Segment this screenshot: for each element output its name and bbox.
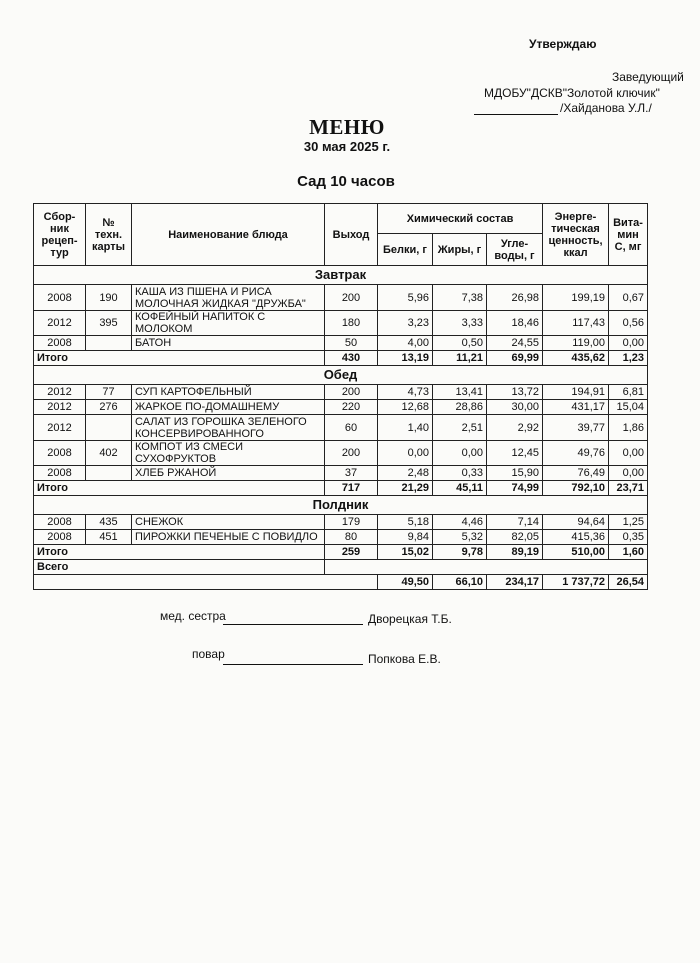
output-cell: 60 [325,415,378,441]
grand-total-fat: 66,10 [433,575,487,590]
grand-total-protein: 49,50 [378,575,433,590]
energy-cell: 117,43 [543,311,609,336]
section-total-row [34,545,648,560]
total-output: 717 [325,481,378,496]
output-cell: 180 [325,311,378,336]
header-collection: Сбор-ник рецеп-тур [34,204,86,266]
carbs-cell: 7,14 [487,515,543,530]
dish-cell: ПИРОЖКИ ПЕЧЕНЫЕ С ПОВИДЛО [132,530,325,545]
fat-cell: 4,46 [433,515,487,530]
fat-cell: 0,50 [433,336,487,351]
dish-cell: КОФЕЙНЫЙ НАПИТОК С МОЛОКОМ [132,311,325,336]
dish-cell: СУП КАРТОФЕЛЬНЫЙ [132,385,325,400]
header-tech-card: № техн. карты [86,204,132,266]
table-row [34,400,648,415]
total-fat: 11,21 [433,351,487,366]
tech-card-cell [86,336,132,351]
header-chem: Химический состав [378,204,543,234]
tech-card-cell: 276 [86,400,132,415]
dish-cell: КАША ИЗ ПШЕНА И РИСА МОЛОЧНАЯ ЖИДКАЯ "ДРУЖБА" [132,285,325,311]
total-protein: 15,02 [378,545,433,560]
energy-cell: 39,77 [543,415,609,441]
head-position: Заведующий [612,70,684,84]
carbs-cell: 12,45 [487,441,543,466]
fat-cell: 13,41 [433,385,487,400]
table-row [34,336,648,351]
grand-total-carbs: 234,17 [487,575,543,590]
protein-cell: 12,68 [378,400,433,415]
table-row [34,441,648,466]
section-title: Завтрак [34,266,648,285]
header-carbs: Угле-воды, г [487,234,543,266]
dish-cell: ЖАРКОЕ ПО-ДОМАШНЕМУ [132,400,325,415]
menu-body [34,266,648,590]
total-output: 430 [325,351,378,366]
total-label: Итого [34,545,325,560]
collection-cell: 2012 [34,415,86,441]
tech-card-cell: 435 [86,515,132,530]
table-row [34,515,648,530]
tech-card-cell: 402 [86,441,132,466]
collection-cell: 2008 [34,285,86,311]
protein-cell: 4,00 [378,336,433,351]
energy-cell: 119,00 [543,336,609,351]
vitamin-cell: 1,25 [609,515,648,530]
section-title: Обед [34,366,648,385]
fat-cell: 0,00 [433,441,487,466]
output-cell: 220 [325,400,378,415]
protein-cell: 0,00 [378,441,433,466]
fat-cell: 28,86 [433,400,487,415]
collection-cell: 2012 [34,400,86,415]
table-row [34,311,648,336]
total-carbs: 69,99 [487,351,543,366]
carbs-cell: 13,72 [487,385,543,400]
section-title: Полдник [34,496,648,515]
total-protein: 21,29 [378,481,433,496]
section-total-row [34,351,648,366]
total-carbs: 89,19 [487,545,543,560]
carbs-cell: 18,46 [487,311,543,336]
carbs-cell: 2,92 [487,415,543,441]
header-protein: Белки, г [378,234,433,266]
total-fat: 9,78 [433,545,487,560]
header-vitamin: Вита-мин С, мг [609,204,648,266]
protein-cell: 1,40 [378,415,433,441]
energy-cell: 431,17 [543,400,609,415]
vitamin-cell: 6,81 [609,385,648,400]
approval-label: Утверждаю [529,37,597,51]
energy-cell: 415,36 [543,530,609,545]
table-row [34,466,648,481]
total-energy: 510,00 [543,545,609,560]
output-cell: 200 [325,385,378,400]
carbs-cell: 26,98 [487,285,543,311]
output-cell: 200 [325,441,378,466]
cook-signature-line [223,664,363,665]
tech-card-cell [86,415,132,441]
dish-cell: КОМПОТ ИЗ СМЕСИ СУХОФРУКТОВ [132,441,325,466]
nurse-label: мед. сестра [160,609,226,623]
output-cell: 37 [325,466,378,481]
table-row [34,415,648,441]
energy-cell: 94,64 [543,515,609,530]
carbs-cell: 30,00 [487,400,543,415]
vitamin-cell: 0,35 [609,530,648,545]
cook-name: Попкова Е.В. [368,652,441,666]
fat-cell: 5,32 [433,530,487,545]
section-header-row [34,366,648,385]
total-fat: 45,11 [433,481,487,496]
output-cell: 179 [325,515,378,530]
cook-label: повар [192,647,225,661]
protein-cell: 3,23 [378,311,433,336]
tech-card-cell: 395 [86,311,132,336]
total-protein: 13,19 [378,351,433,366]
vitamin-cell: 0,67 [609,285,648,311]
collection-cell: 2008 [34,466,86,481]
energy-cell: 199,19 [543,285,609,311]
carbs-cell: 15,90 [487,466,543,481]
total-energy: 435,62 [543,351,609,366]
table-row [34,530,648,545]
grand-total-label-row [34,560,648,575]
collection-cell: 2008 [34,530,86,545]
total-output: 259 [325,545,378,560]
menu-date: 30 мая 2025 г. [303,139,391,154]
menu-table [33,203,648,590]
output-cell: 50 [325,336,378,351]
collection-cell: 2012 [34,385,86,400]
nurse-name: Дворецкая Т.Б. [368,612,452,626]
head-name: /Хайданова У.Л./ [560,101,652,115]
protein-cell: 2,48 [378,466,433,481]
collection-cell: 2012 [34,311,86,336]
total-carbs: 74,99 [487,481,543,496]
carbs-cell: 24,55 [487,336,543,351]
output-cell: 200 [325,285,378,311]
tech-card-cell: 190 [86,285,132,311]
fat-cell: 2,51 [433,415,487,441]
dish-cell: БАТОН [132,336,325,351]
protein-cell: 4,73 [378,385,433,400]
dish-cell: САЛАТ ИЗ ГОРОШКА ЗЕЛЕНОГО КОНСЕРВИРОВАННОГО [132,415,325,441]
section-header-row [34,496,648,515]
fat-cell: 7,38 [433,285,487,311]
grand-total-spacer [34,575,378,590]
header-fat: Жиры, г [433,234,487,266]
vitamin-cell: 15,04 [609,400,648,415]
grand-total-vitamin: 26,54 [609,575,648,590]
total-vitamin: 1,60 [609,545,648,560]
protein-cell: 5,96 [378,285,433,311]
grand-total-row [34,575,648,590]
vitamin-cell: 0,56 [609,311,648,336]
page-title: МЕНЮ [309,115,385,139]
protein-cell: 5,18 [378,515,433,530]
table-row [34,385,648,400]
collection-cell: 2008 [34,441,86,466]
fat-cell: 3,33 [433,311,487,336]
energy-cell: 49,76 [543,441,609,466]
total-vitamin: 1,23 [609,351,648,366]
grand-total-energy: 1 737,72 [543,575,609,590]
table-row [34,285,648,311]
section-total-row [34,481,648,496]
total-vitamin: 23,71 [609,481,648,496]
grand-total-blank [325,560,648,575]
vitamin-cell: 1,86 [609,415,648,441]
tech-card-cell [86,466,132,481]
protein-cell: 9,84 [378,530,433,545]
output-cell: 80 [325,530,378,545]
dish-cell: СНЕЖОК [132,515,325,530]
nurse-signature-line [223,624,363,625]
group-name: Сад 10 часов [297,173,395,190]
total-label: Итого [34,481,325,496]
total-energy: 792,10 [543,481,609,496]
tech-card-cell: 77 [86,385,132,400]
carbs-cell: 82,05 [487,530,543,545]
total-label: Итого [34,351,325,366]
collection-cell: 2008 [34,515,86,530]
energy-cell: 76,49 [543,466,609,481]
organization-name: МДОБУ"ДСКВ"Золотой ключик" [484,86,660,100]
header-output: Выход [325,204,378,266]
section-header-row [34,266,648,285]
header-energy: Энерге-тическая ценность, ккал [543,204,609,266]
vitamin-cell: 0,00 [609,336,648,351]
energy-cell: 194,91 [543,385,609,400]
fat-cell: 0,33 [433,466,487,481]
vitamin-cell: 0,00 [609,441,648,466]
dish-cell: ХЛЕБ РЖАНОЙ [132,466,325,481]
collection-cell: 2008 [34,336,86,351]
vitamin-cell: 0,00 [609,466,648,481]
grand-total-label: Всего [34,560,325,575]
tech-card-cell: 451 [86,530,132,545]
header-dish: Наименование блюда [132,204,325,266]
